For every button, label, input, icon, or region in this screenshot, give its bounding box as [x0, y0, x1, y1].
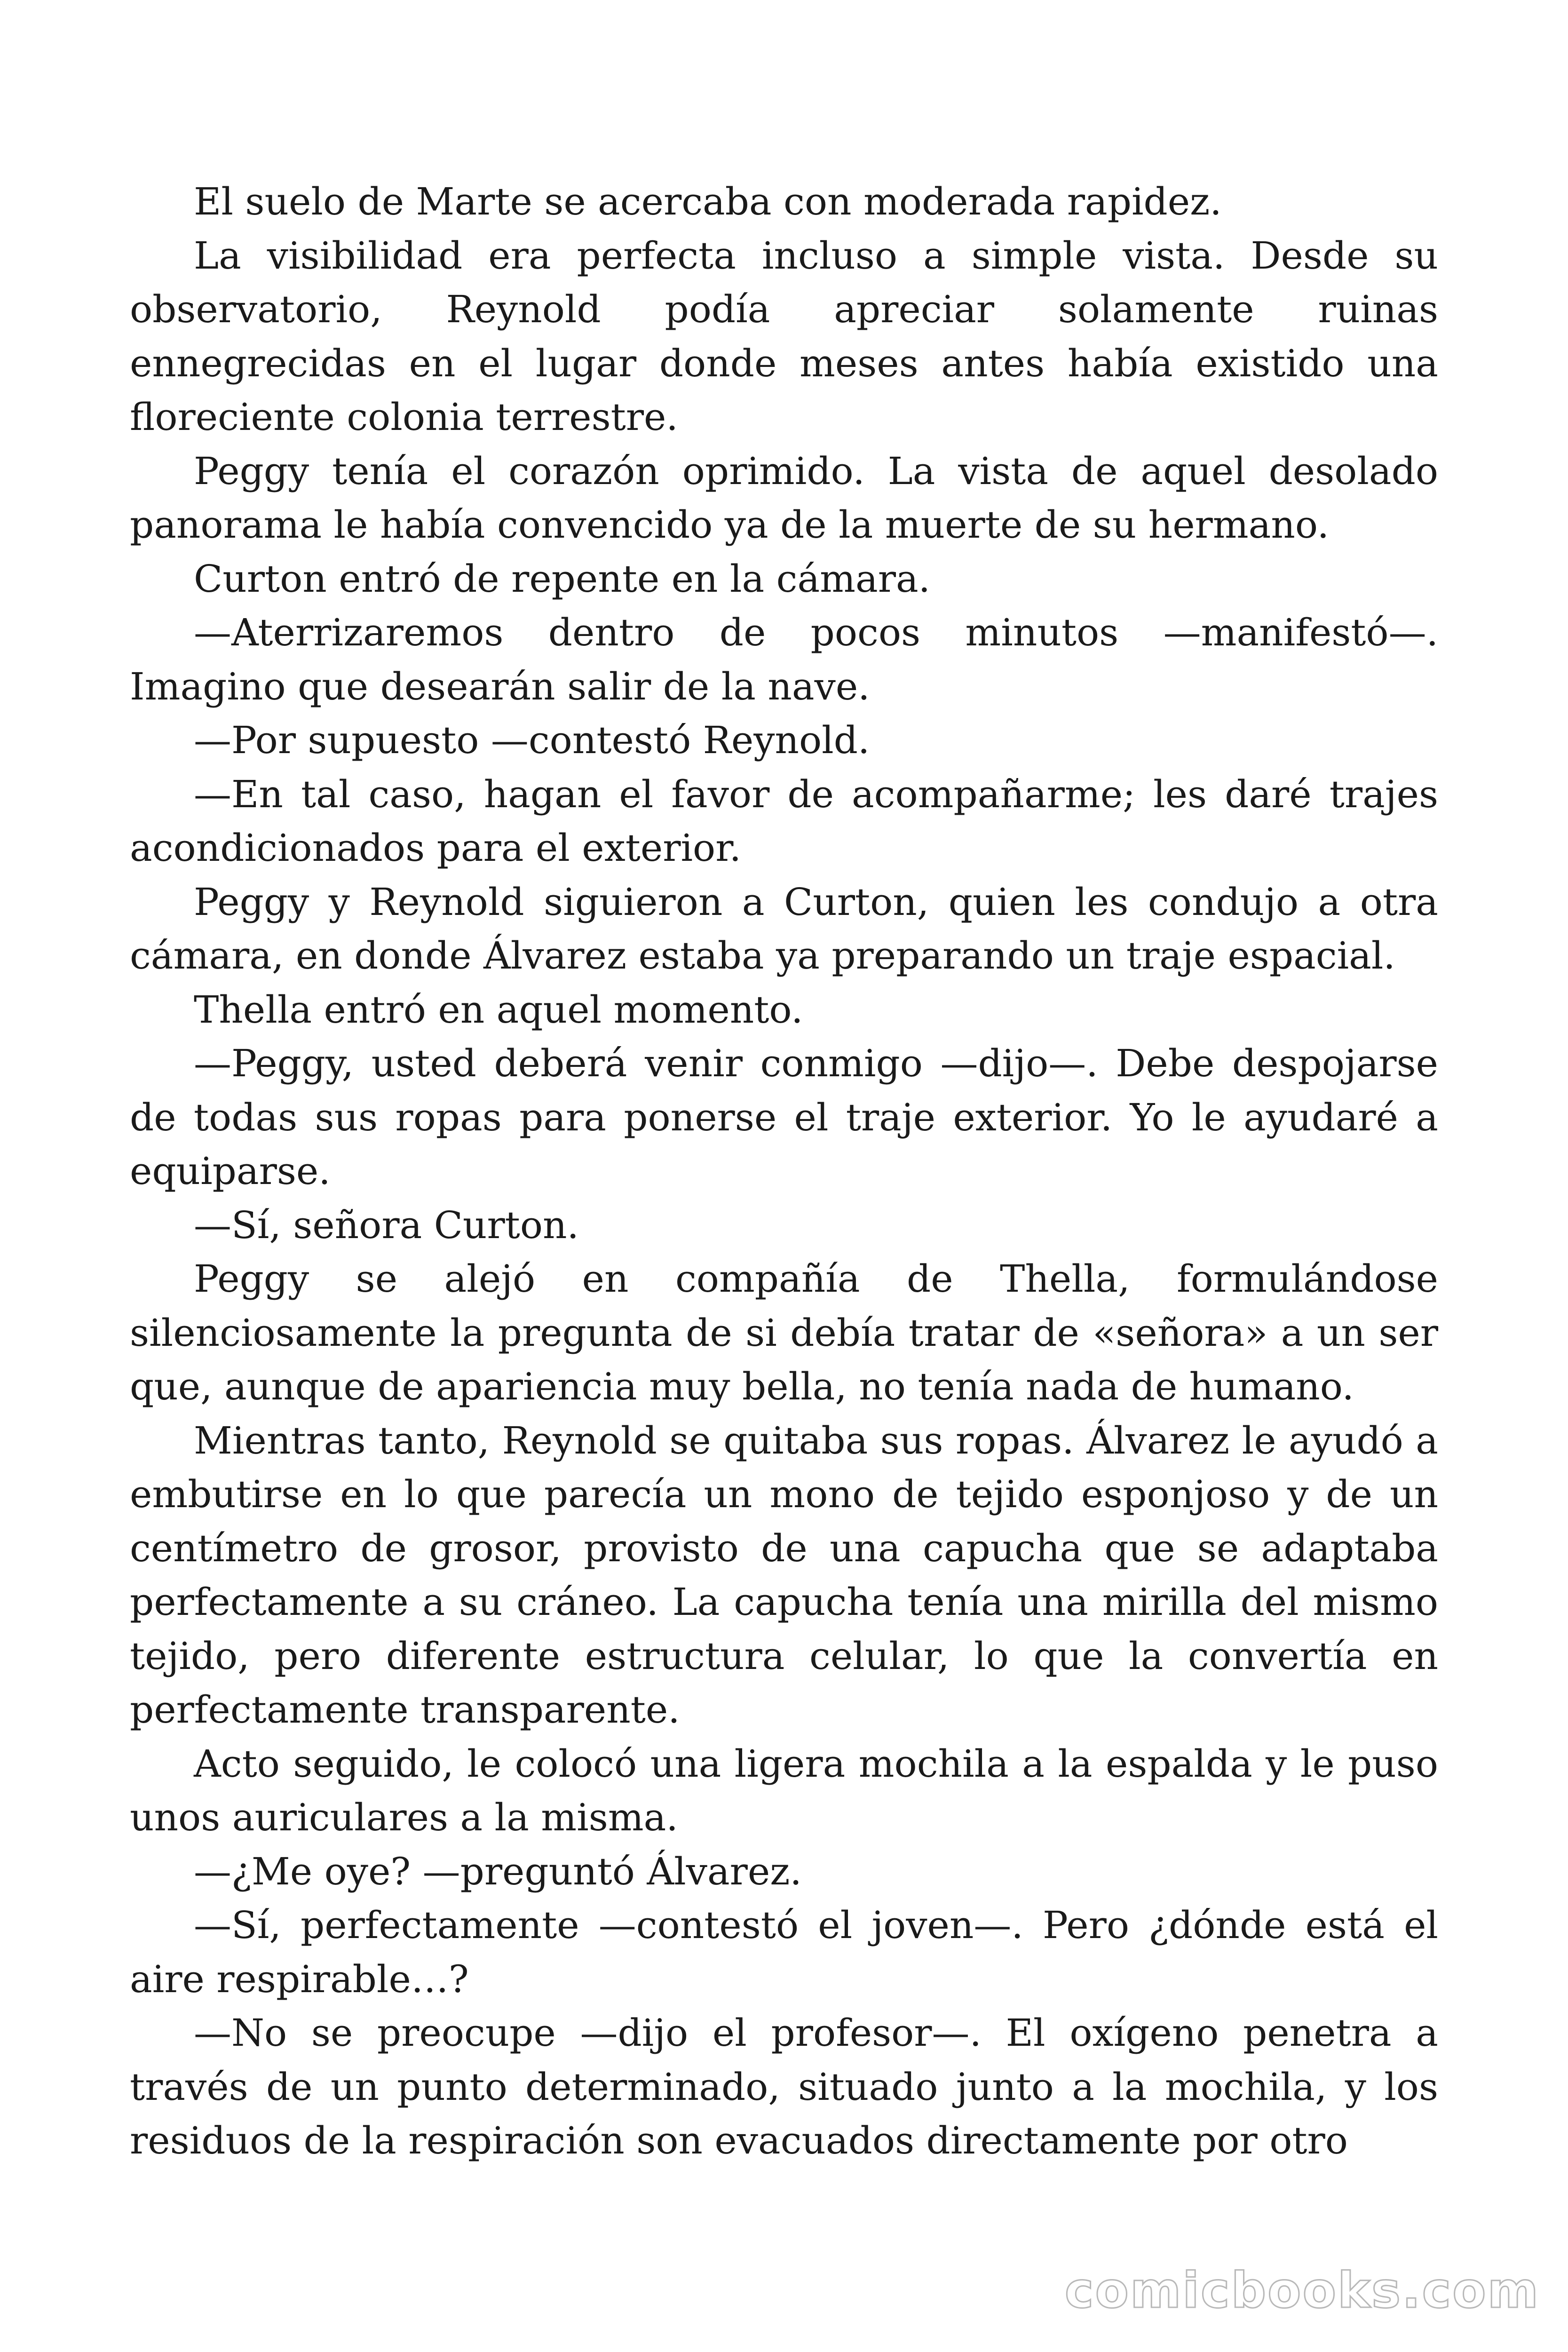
paragraph: Thella entró en aquel momento. [194, 987, 803, 1032]
dialogue-paragraph: —No se preocupe —dijo el profesor—. El oxígeno penetra a través de un punto determinado, situado junto a la mochila, y los residuos de la respiración son evacuados directamente por otro [130, 2011, 1438, 2162]
dialogue-paragraph: —Peggy, usted deberá venir conmigo —dijo—. Debe despojarse de todas sus ropas para ponerse el traje exterior. Yo le ayudaré a equiparse. [130, 1041, 1438, 1193]
paragraph: El suelo de Marte se acercaba con moderada rapidez. [194, 180, 1222, 223]
paragraph: Peggy se alejó en compañía de Thella, formulándose silenciosamente la pregunta de si debía tratar de «señora» a un ser que, aunque de apariencia muy bella, no tenía nada de humano. [130, 1257, 1438, 1408]
dialogue-paragraph: —Sí, señora Curton. [194, 1203, 579, 1247]
paragraph: Mientras tanto, Reynold se quitaba sus ropas. Álvarez le ayudó a embutirse en lo que parecía un mono de tejido esponjoso y de un centímetro de grosor, provisto de una capucha que se adaptaba perfectamente a su cráneo. La capucha tenía una mirilla del mismo tejido, pero diferente estructura celular, lo que la convertía en perfectamente transparente. [130, 1418, 1438, 1732]
page-text [130, 175, 1438, 2168]
watermark: comicbooks.com [1064, 2262, 1540, 2319]
paragraph: Peggy tenía el corazón oprimido. La vista de aquel desolado panorama le había convencido ya de la muerte de su hermano. [130, 449, 1438, 547]
dialogue-paragraph: —Aterrizaremos dentro de pocos minutos —manifestó—. Imagino que desearán salir de la nave. [130, 611, 1438, 708]
paragraph: Peggy y Reynold siguieron a Curton, quien les condujo a otra cámara, en donde Álvarez estaba ya preparando un traje espacial. [130, 880, 1438, 977]
dialogue-paragraph: —¿Me oye? —preguntó Álvarez. [194, 1849, 802, 1893]
dialogue-paragraph: —Por supuesto —contestó Reynold. [194, 718, 870, 762]
paragraph: Acto seguido, le colocó una ligera mochila a la espalda y le puso unos auriculares a la misma. [130, 1741, 1438, 1839]
dialogue-paragraph: —En tal caso, hagan el favor de acompañarme; les daré trajes acondicionados para el exterior. [130, 772, 1438, 870]
paragraph: Curton entró de repente en la cámara. [194, 556, 931, 601]
paragraph: La visibilidad era perfecta incluso a simple vista. Desde su observatorio, Reynold podía apreciar solamente ruinas ennegrecidas en el lugar donde meses antes había existido una floreciente colonia terrestre. [130, 233, 1438, 439]
dialogue-paragraph: —Sí, perfectamente —contestó el joven—. Pero ¿dónde está el aire respirable…? [130, 1903, 1438, 2001]
